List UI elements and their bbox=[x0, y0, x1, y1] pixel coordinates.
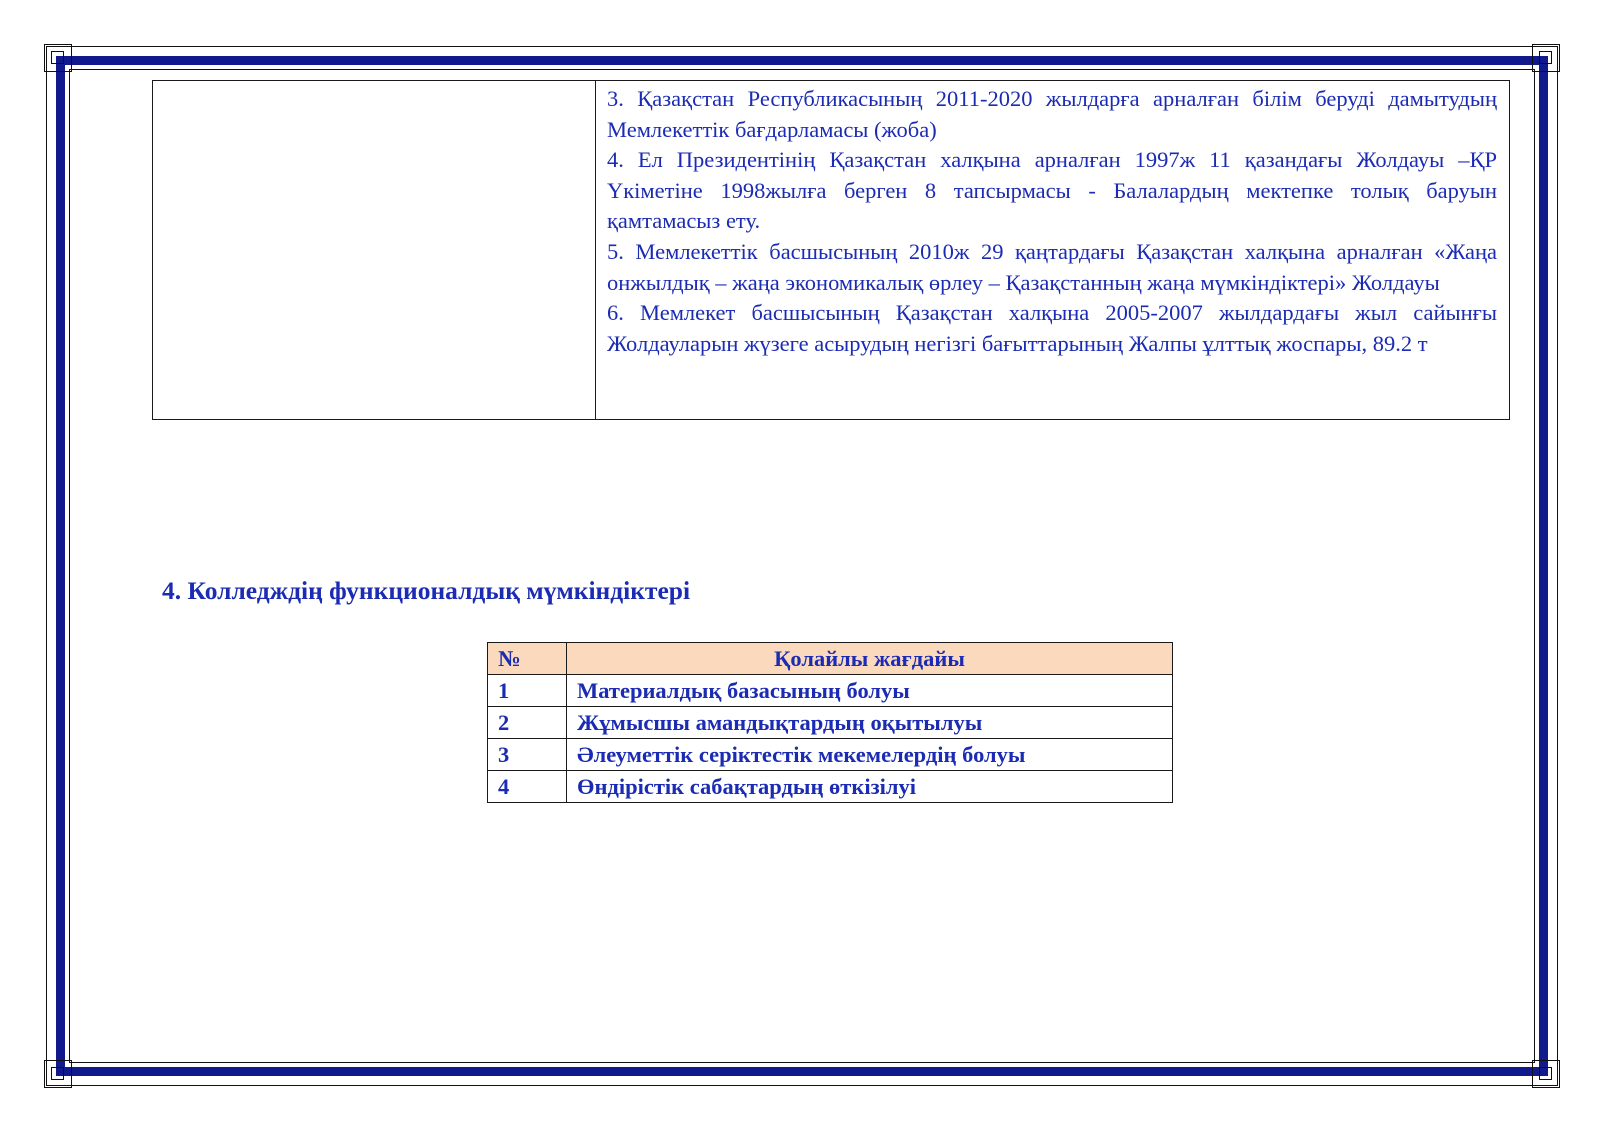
table-row bbox=[488, 771, 1173, 803]
row-condition: Әлеуметтік серіктестік мекемелердің болуы bbox=[567, 739, 1173, 771]
table-row bbox=[488, 707, 1173, 739]
table-cell-empty bbox=[153, 81, 596, 420]
legal-basis-table bbox=[152, 80, 1510, 420]
document-item: 4. Ел Президентінің Қазақстан халқына арналған 1997ж 11 қазандағы Жолдауы –ҚР Үкіметіне 1998жылға берген 8 тапсырмасы - Балалардың мектепке толық баруын қамтамасыз ету. bbox=[607, 147, 1497, 234]
document-item: 3. Қазақстан Республикасының 2011-2020 жылдарға арналған білім беруді дамытудың Мемлекеттік бағдарламасы (жоба) bbox=[607, 86, 1497, 142]
row-condition: Өндірістік сабақтардың өткізілуі bbox=[567, 771, 1173, 803]
document-list bbox=[596, 81, 1509, 359]
table-row bbox=[488, 739, 1173, 771]
section-title: 4. Колледждің функционалдық мүмкіндіктері bbox=[162, 576, 691, 605]
frame-corner-ornament bbox=[44, 44, 72, 72]
row-number: 2 bbox=[488, 707, 567, 739]
frame-corner-ornament bbox=[1532, 1060, 1560, 1088]
frame-corner-ornament bbox=[1532, 44, 1560, 72]
row-number: 3 bbox=[488, 739, 567, 771]
header-condition: Қолайлы жағдайы bbox=[567, 643, 1173, 675]
row-number: 1 bbox=[488, 675, 567, 707]
header-number: № bbox=[488, 643, 567, 675]
table-row bbox=[153, 81, 1510, 420]
row-number: 4 bbox=[488, 771, 567, 803]
table-header-row bbox=[488, 643, 1173, 675]
row-condition: Материалдық базасының болуы bbox=[567, 675, 1173, 707]
features-table bbox=[487, 642, 1173, 803]
frame-corner-ornament bbox=[44, 1060, 72, 1088]
document-item: 5. Мемлекеттік басшысының 2010ж 29 қаңтардағы Қазақстан халқына арналған «Жаңа онжылдық – жаңа экономикалық өрлеу – Қазақстанның жаңа мүмкіндіктері» Жолдауы bbox=[607, 238, 1497, 295]
table-row bbox=[488, 675, 1173, 707]
row-condition: Жұмысшы амандықтардың оқытылуы bbox=[567, 707, 1173, 739]
table-cell-documents bbox=[596, 81, 1510, 420]
document-item: 6. Мемлекет басшысының Қазақстан халқына 2005-2007 жылдардағы жыл сайынғы Жолдауларын жүзеге асырудың негізгі бағыттарының Жалпы ұлттық жоспары, 89.2 т bbox=[607, 300, 1497, 356]
